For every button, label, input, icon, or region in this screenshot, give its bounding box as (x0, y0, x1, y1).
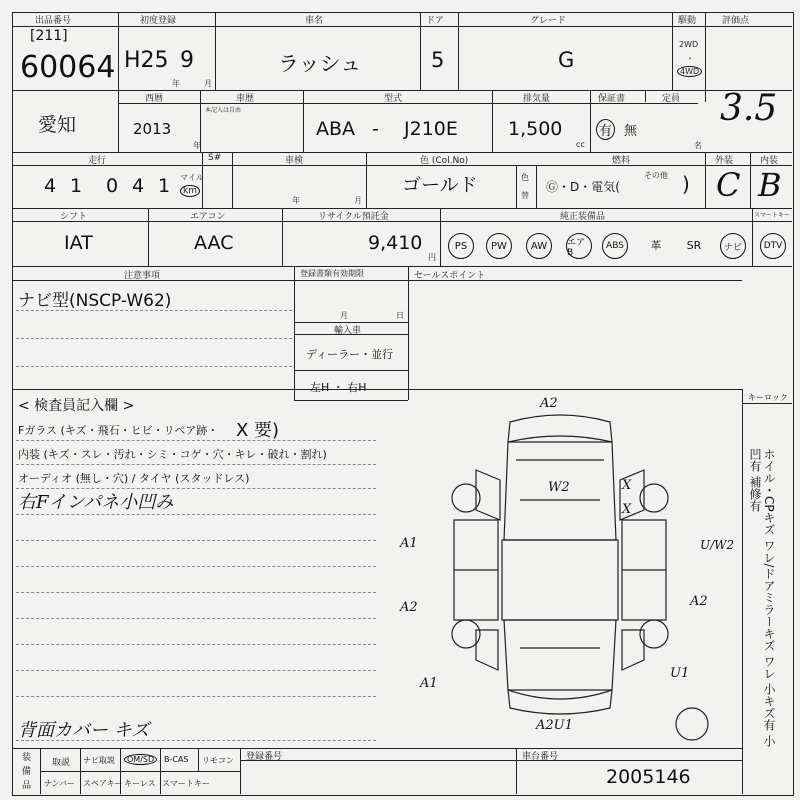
mark-x-1: X (622, 478, 632, 493)
registration-number-label: 登録番号 (246, 752, 283, 762)
interior-line: 内装 (キズ・スレ・汚れ・シミ・コゲ・穴・キレ・破れ・割れ) (18, 448, 327, 461)
shift-label: シフト (60, 212, 88, 222)
s-number-label: S# (208, 153, 222, 163)
registration-label: 初度登録 (140, 16, 177, 26)
drive-4wd: 4WD (677, 66, 702, 77)
item-smart-key: スマートキー (162, 779, 210, 788)
item-spare-key: スペアキー (83, 779, 123, 788)
keyless-label: キーロック (748, 393, 788, 402)
side-vertical-text: ホイル・CPキズ ワレ/ドアミラーキズ ワレ 小キズ有 小凹有 補修有 (748, 448, 776, 747)
chassis-number-label: 車台番号 (522, 752, 559, 762)
glass-mark: X 要) (236, 420, 280, 441)
expiry-month: 月 (340, 311, 348, 320)
car-name: ラッシュ (278, 52, 362, 76)
warranty-no: 無 (624, 124, 638, 139)
item-manual: 取説 (52, 758, 71, 768)
mileage-digit-5: 1 (158, 175, 171, 197)
smart-key-label: スマートキー (754, 212, 790, 219)
door-label: ドア (426, 16, 444, 26)
history-label: 車歴 (236, 94, 255, 104)
bottom-label-2: 備 (22, 767, 32, 777)
equip-abs: ABS (602, 233, 628, 259)
equip-leather: 革 (650, 239, 662, 252)
warranty-label: 保証書 (598, 94, 626, 104)
capacity-unit: 名 (694, 141, 702, 150)
exterior-grade: C (716, 166, 741, 204)
region: 愛知 (38, 114, 77, 136)
displacement-label: 排気量 (523, 94, 551, 104)
exterior-label: 外装 (715, 156, 734, 166)
shaken-month-unit: 月 (354, 196, 362, 205)
color-change-2: 替 (521, 191, 529, 200)
car-damage-diagram (380, 390, 742, 748)
mileage-digit-1: 4 (44, 175, 57, 197)
score-label: 評価点 (722, 16, 750, 26)
model-code: J210E (404, 118, 458, 140)
item-number-plate: ナンバー (44, 779, 76, 788)
drive-dot: ・ (686, 54, 694, 63)
color-label: 色 (Col.No) (420, 156, 469, 166)
mark-left-rear: A2 (400, 600, 418, 615)
mileage-label: 走行 (88, 156, 107, 166)
mark-right-quarter: U1 (670, 666, 690, 681)
handwritten-note-1: 右Fインパネ小凹み (18, 492, 174, 513)
equipment-label: 純正装備品 (560, 212, 606, 222)
mark-right-front: U/W2 (700, 538, 735, 552)
registration-month: 9 (180, 48, 194, 73)
recycle-value: 9,410 (368, 232, 423, 254)
expiry-day: 日 (396, 311, 404, 320)
equip-ps: PS (448, 233, 474, 259)
fuel-close: ) (682, 172, 690, 196)
lot-code: [211] (30, 28, 68, 44)
fuel-other: その他 (644, 171, 668, 180)
item-navi-manual: ナビ取説 (83, 756, 115, 765)
color-value: ゴールド (402, 174, 478, 196)
equip-dtv: DTV (760, 233, 786, 259)
drive-2wd: 2WD (679, 40, 699, 49)
mileage-unit-km: km (180, 185, 200, 197)
mark-left-quarter: A1 (420, 676, 438, 691)
equip-airbag: エアB (566, 233, 592, 259)
import-value: ディーラー・並行 (306, 348, 394, 361)
grade-value: G (558, 48, 575, 72)
displacement-unit: cc (576, 140, 585, 149)
color-change-1: 色 (521, 173, 529, 182)
mark-x-2: X (622, 502, 632, 517)
mark-windshield: W2 (548, 480, 570, 495)
mileage-digit-3: 0 (106, 175, 119, 197)
import-label: 輸入車 (334, 326, 362, 336)
mark-rear-bumper: A2U1 (536, 718, 573, 733)
interior-grade: B (758, 166, 782, 204)
mileage-unit-mile: マイル (180, 173, 204, 182)
equip-navi: ナビ (720, 233, 746, 259)
interior-label: 内装 (760, 156, 779, 166)
month-unit: 月 (204, 79, 212, 88)
handle-value: 左H ・ 右H (310, 381, 367, 394)
ac-value: AAC (194, 232, 234, 254)
lot-number: 60064 (20, 50, 116, 85)
equip-aw: AW (526, 233, 552, 259)
mileage-digit-2: 1 (70, 175, 83, 197)
bottom-label-1: 装 (22, 753, 32, 763)
year-unit: 年 (172, 79, 180, 88)
glass-line: Fガラス (キズ・飛石・ヒビ・リペア跡・ (18, 424, 219, 437)
fuel-options: Ⓖ・D・電気( (546, 180, 620, 194)
item-keyless: キーレス (124, 779, 156, 788)
caution-label: 注意事項 (124, 271, 161, 281)
lot-label: 出品番号 (35, 16, 72, 26)
door-count: 5 (431, 48, 445, 72)
item-bcas: B-CAS (164, 755, 189, 764)
model-year: 2013 (133, 120, 172, 138)
equip-sunroof: SR (686, 238, 702, 252)
registration-era: H25 (124, 48, 169, 73)
chassis-number: 2005146 (606, 766, 691, 788)
grade-label: グレード (530, 16, 567, 26)
expiry-label: 登録書類有効期限 (300, 269, 364, 278)
recycle-unit: 円 (428, 253, 436, 262)
caution-text: ナビ型(NSCP-W62) (18, 291, 172, 311)
item-remote: リモコン (202, 756, 234, 765)
model-year-label: 西暦 (145, 94, 164, 104)
sales-point-label: セールスポイント (414, 271, 486, 281)
shift-value: IAT (64, 232, 93, 254)
warranty-yes: 有 (596, 119, 615, 140)
history-note: 本記入は自由 (205, 107, 242, 114)
inspector-title: < 検査員記入欄 > (18, 398, 135, 414)
handwritten-note-2: 背面カバー キズ (18, 720, 150, 741)
model-code-label: 型式 (384, 94, 403, 104)
ac-label: エアコン (190, 212, 226, 222)
shaken-year-unit: 年 (292, 196, 300, 205)
model-dash: - (372, 118, 379, 140)
mileage-digit-4: 4 (132, 175, 145, 197)
mark-front-bumper: A2 (540, 396, 558, 411)
displacement: 1,500 (508, 118, 563, 140)
shaken-label: 車検 (285, 156, 304, 166)
equip-pw: PW (486, 233, 512, 259)
model-prefix: ABA (316, 118, 356, 140)
drive-label: 駆動 (678, 16, 697, 26)
model-year-unit: 年 (193, 141, 201, 150)
audio-line: オーディオ (無し・穴) / タイヤ (スタッドレス) (18, 472, 250, 485)
score-value: 3.5 (720, 88, 778, 129)
mark-right-rear: A2 (690, 594, 708, 609)
car-name-label: 車名 (305, 16, 324, 26)
mark-left-front: A1 (400, 536, 418, 551)
capacity-label: 定員 (662, 94, 681, 104)
fuel-label: 燃料 (612, 156, 631, 166)
item-om-sd: OM/SD (124, 754, 157, 765)
bottom-label-3: 品 (22, 781, 32, 791)
recycle-label: リサイクル預託金 (318, 212, 389, 222)
